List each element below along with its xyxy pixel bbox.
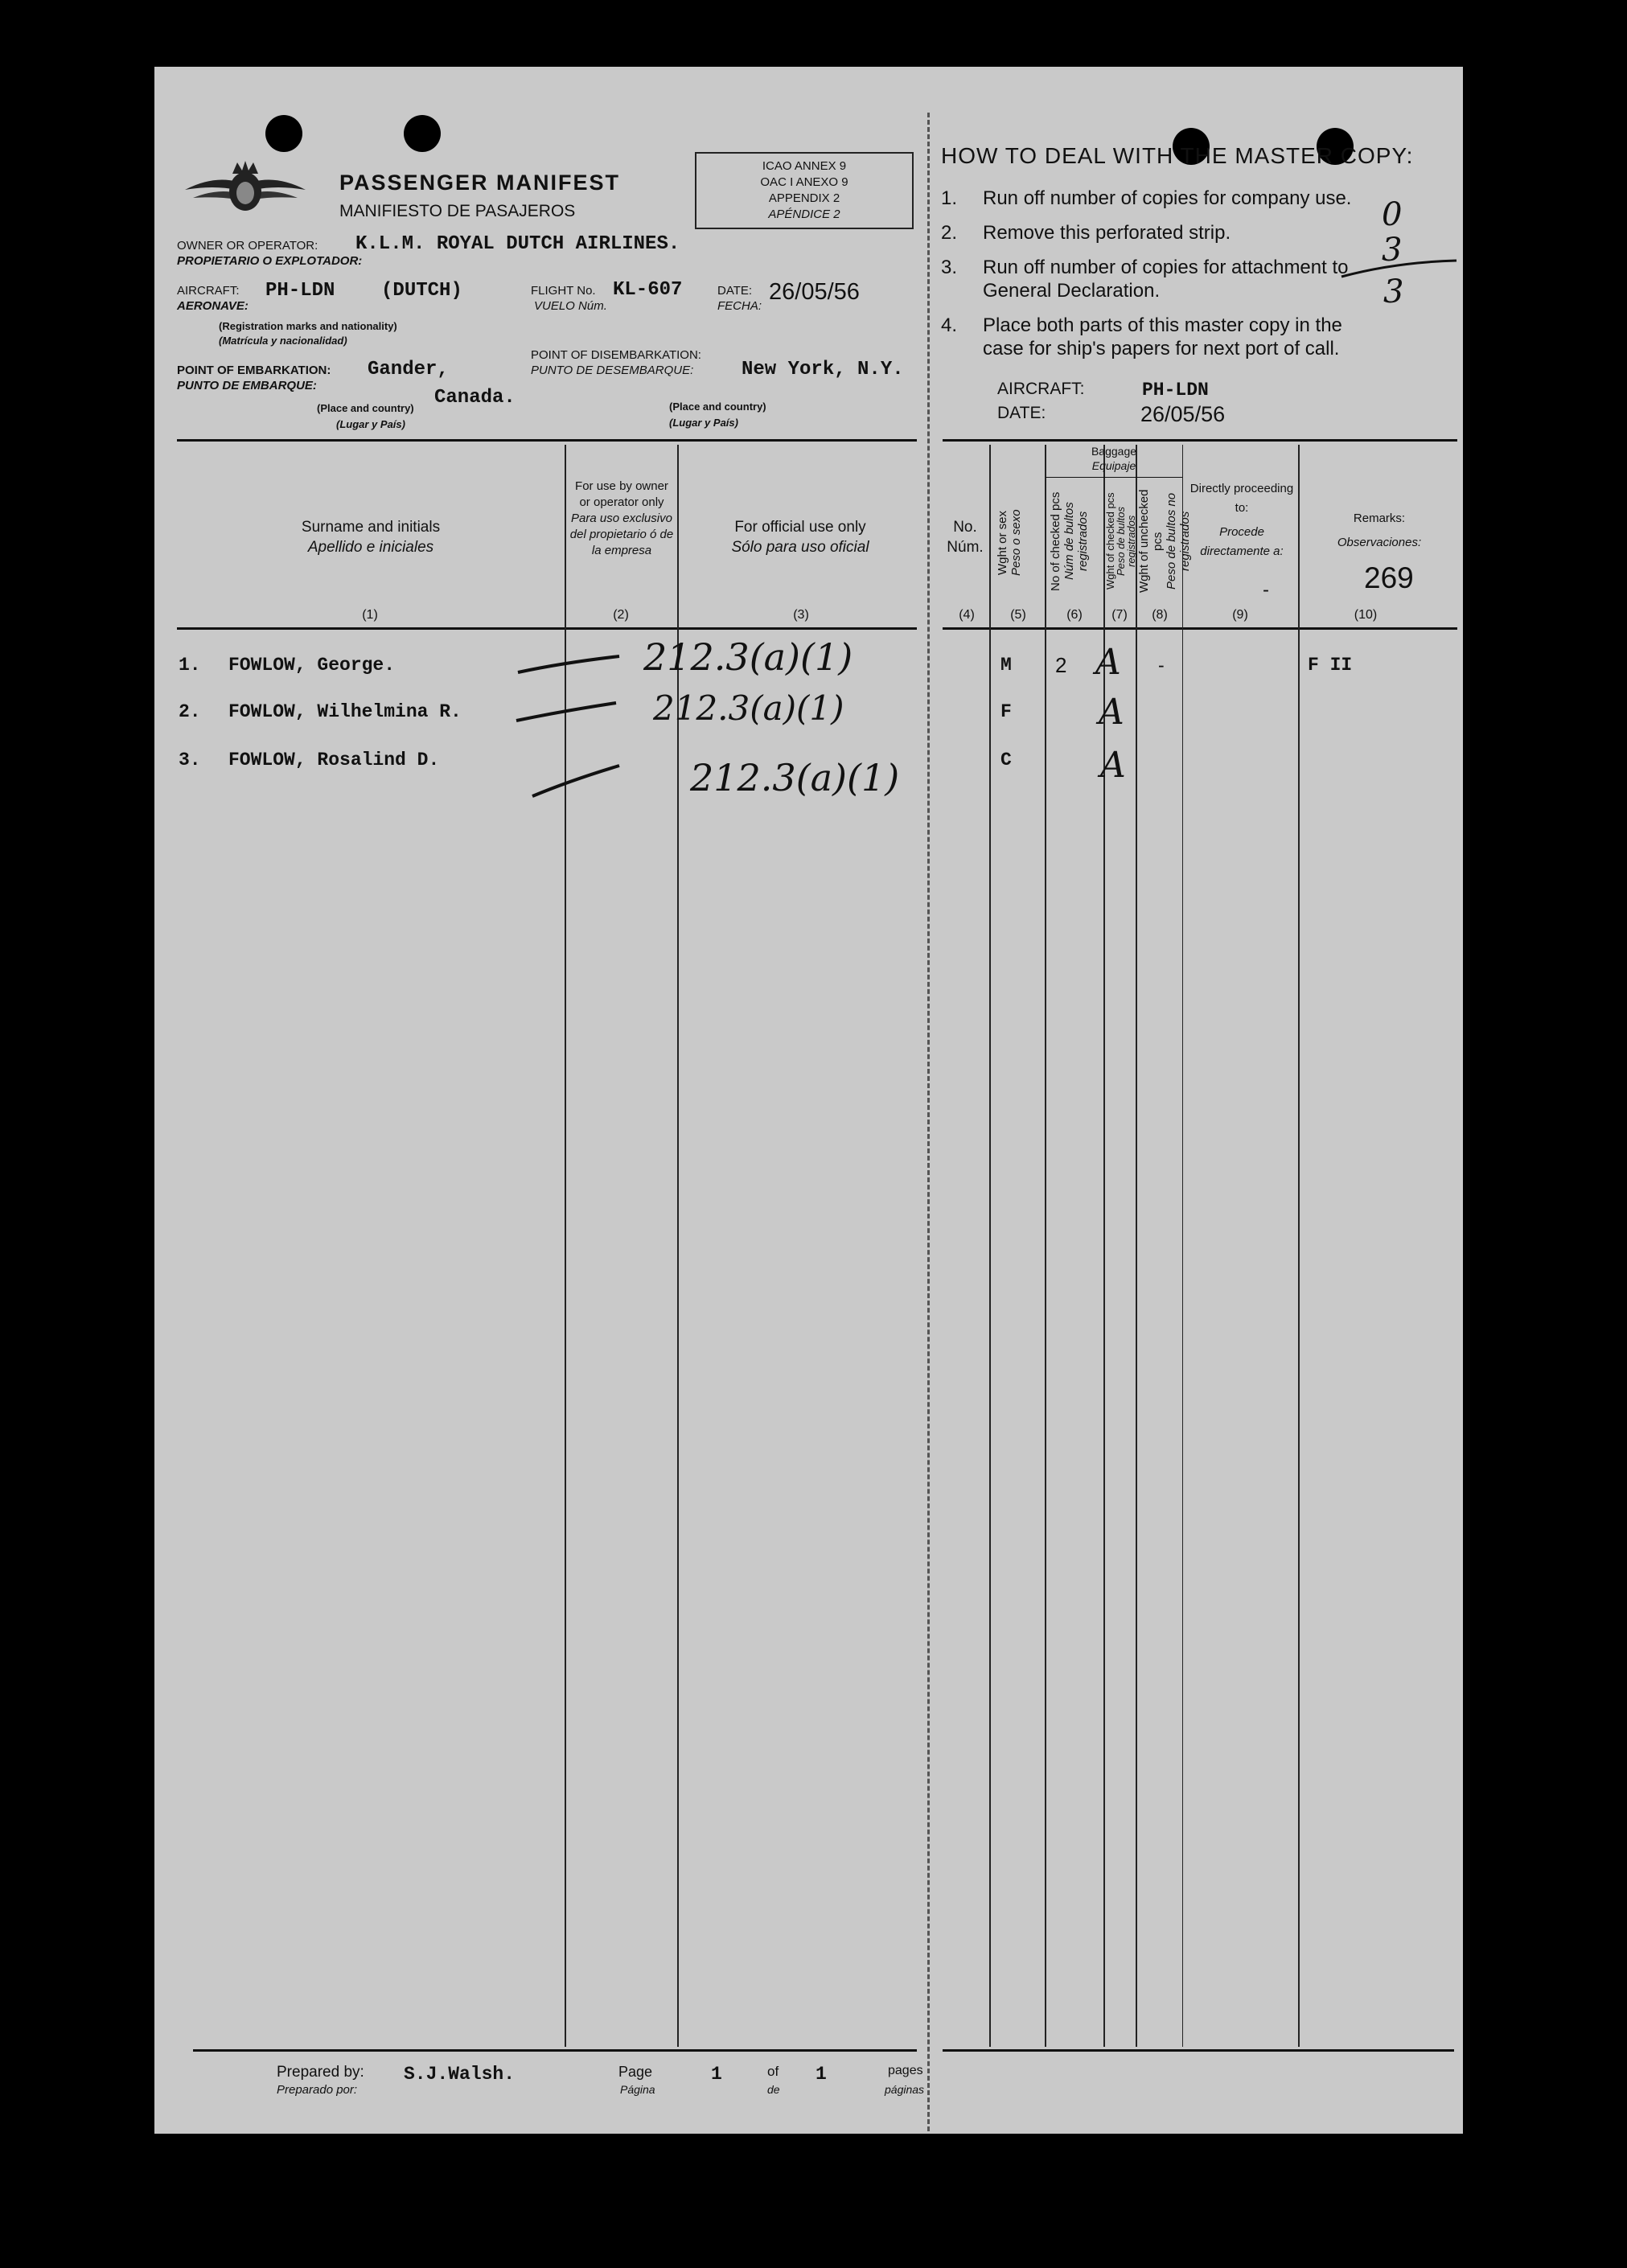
place-note: (Place and country) <box>317 402 414 414</box>
column-divider <box>1136 445 1137 2047</box>
table-top-rule <box>177 439 917 442</box>
column-divider <box>1182 445 1183 2047</box>
handwritten-zero: 0 <box>1382 196 1403 233</box>
date-value: 26/05/56 <box>769 279 860 305</box>
col-number-label: (7) <box>1111 608 1128 622</box>
passenger-name: FOWLOW, Wilhelmina R. <box>228 701 462 722</box>
official-code-handwritten: 212.3(a)(1) <box>643 635 853 679</box>
official-code-handwritten: 212.3(a)(1) <box>653 688 844 728</box>
strip-date-value: 26/05/56 <box>1140 402 1226 426</box>
checked-weight-handwritten: A <box>1100 745 1126 786</box>
owner-label: OWNER OR OPERATOR: <box>177 239 318 253</box>
handwritten-three: 3 <box>1383 273 1404 310</box>
of-label-es: de <box>767 2083 780 2096</box>
instructions-title: HOW TO DEAL WITH THE MASTER COPY: <box>941 143 1414 168</box>
col-remarks-header: Remarks: Observaciones: <box>1337 512 1422 549</box>
checked-pieces: 2 <box>1055 653 1067 677</box>
perforated-strip-line <box>927 113 930 2131</box>
prepared-by-label-es: Preparado por: <box>277 2083 358 2097</box>
icao-line: ICAO ANNEX 9 <box>762 159 847 173</box>
strip-aircraft-label: AIRCRAFT: <box>997 380 1085 398</box>
manifest-title: PASSENGER MANIFEST <box>339 171 621 195</box>
col-number-label: (2) <box>613 608 629 622</box>
col-unchecked-weight-header: Wght of unchecked pcs Peso de bultos no registrados <box>1137 489 1192 594</box>
column-divider <box>1045 445 1046 2047</box>
col-checked-pieces-header: No of checked pcs Núm de bultos registrados <box>1049 491 1090 591</box>
baggage-rule <box>1046 477 1182 478</box>
passenger-sex: F <box>1000 701 1012 722</box>
remarks-stamped-number: 269 <box>1364 561 1414 594</box>
instruction-item: case for ship's papers for next port of call. <box>983 338 1340 360</box>
passenger-sex: M <box>1000 655 1012 676</box>
col-number-label: (6) <box>1066 608 1083 622</box>
col-official-header: For official use only Sólo para uso oficial <box>731 519 869 556</box>
icao-line: APÉNDICE 2 <box>768 207 840 221</box>
owner-value: K.L.M. ROYAL DUTCH AIRLINES. <box>355 233 680 255</box>
col-number-label: (5) <box>1010 608 1026 622</box>
passenger-remarks: F II <box>1308 655 1353 676</box>
disembark-label-es: PUNTO DE DESEMBARQUE: <box>531 364 694 377</box>
embark-label: POINT OF EMBARKATION: <box>177 364 331 377</box>
passenger-number: 3. <box>179 750 201 770</box>
instruction-item: 1. Run off number of copies for company use. <box>941 187 1352 209</box>
handwritten-three: 3 <box>1382 232 1403 269</box>
icao-line: OAC I ANEXO 9 <box>760 175 848 189</box>
col-number-label: (9) <box>1232 608 1248 622</box>
icao-annex-box <box>695 152 914 229</box>
page-number: 1 <box>711 2064 722 2085</box>
table-top-rule <box>943 439 1457 442</box>
instruction-item: 2. Remove this perforated strip. <box>941 222 1231 244</box>
passenger-number: 1. <box>179 655 201 676</box>
column-divider <box>989 445 991 2047</box>
col-operator-header: For use by owner or operator only Para uso exclusivo del propietario ó de la empresa <box>569 479 674 557</box>
disembark-label: POINT OF DISEMBARKATION: <box>531 348 701 362</box>
flight-label: FLIGHT No. <box>531 284 596 298</box>
instruction-item: 4. Place both parts of this master copy in the <box>941 314 1342 336</box>
passenger-name: FOWLOW, Rosalind D. <box>228 750 440 770</box>
passenger-name: FOWLOW, George. <box>228 655 396 676</box>
checked-weight-handwritten: A <box>1095 642 1121 683</box>
instruction-item: 3. Run off number of copies for attachment to <box>941 257 1349 278</box>
flight-label-es: VUELO Núm. <box>534 299 607 313</box>
punch-hole <box>404 115 441 152</box>
prepared-by-value: S.J.Walsh. <box>404 2064 516 2085</box>
footer-rule <box>193 2049 917 2052</box>
place-note-es: (Lugar y País) <box>336 418 405 430</box>
col-weight-sex-header: Wght or sex Peso o sexo <box>996 509 1023 577</box>
footer-rule <box>943 2049 1454 2052</box>
checked-weight-handwritten: A <box>1099 692 1124 733</box>
icao-line: APPENDIX 2 <box>768 191 840 205</box>
total-pages: 1 <box>816 2064 827 2085</box>
col-number-label: (10) <box>1354 608 1378 622</box>
manifest-subtitle: MANIFIESTO DE PASAJEROS <box>339 202 576 220</box>
col-baggage-header: Baggage Equipaje <box>1091 445 1137 472</box>
registration-note-es: (Matrícula y nacionalidad) <box>219 335 347 347</box>
official-code-handwritten: 212.3(a)(1) <box>690 756 900 799</box>
pages-label-es: páginas <box>885 2083 925 2096</box>
page-label: Page <box>618 2064 653 2080</box>
aircraft-value: PH-LDN (DUTCH) <box>265 280 462 302</box>
strip-aircraft-value: PH-LDN <box>1142 380 1209 401</box>
pages-label: pages <box>888 2064 923 2077</box>
flight-value: KL-607 <box>613 279 683 301</box>
date-label: DATE: <box>717 284 753 298</box>
col-number-label: (8) <box>1152 608 1168 622</box>
unchecked-weight: - <box>1158 655 1165 676</box>
embark-value-place: Gander, <box>368 359 449 380</box>
owner-label-es: PROPIETARIO O EXPLOTADOR: <box>177 254 363 268</box>
of-label: of <box>767 2064 779 2079</box>
strip-date-label: DATE: <box>997 404 1046 422</box>
header-bottom-rule <box>943 627 1457 630</box>
place-note-2: (Place and country) <box>669 401 766 413</box>
col-number-label: (1) <box>362 608 378 622</box>
aircraft-label-es: AERONAVE: <box>177 299 249 313</box>
col-destination-header: Directly proceeding to: Procede directamente a: <box>1189 482 1294 558</box>
destination-dash: - <box>1263 579 1269 601</box>
handwritten-strokes-icon <box>515 643 708 804</box>
passenger-number: 2. <box>179 701 201 722</box>
embark-label-es: PUNTO DE EMBARQUE: <box>177 379 317 392</box>
embark-value-country: Canada. <box>434 387 516 409</box>
column-divider <box>1298 445 1300 2047</box>
punch-hole <box>265 115 302 152</box>
instruction-item: General Declaration. <box>983 280 1161 302</box>
col-surname-header: Surname and initials Apellido e iniciales <box>301 519 441 556</box>
col-number-label: (3) <box>793 608 809 622</box>
disembark-value: New York, N.Y. <box>742 359 904 380</box>
col-number-header: No. Núm. <box>947 519 984 556</box>
place-note-2-es: (Lugar y País) <box>669 417 738 429</box>
date-label-es: FECHA: <box>717 299 762 313</box>
col-number-label: (4) <box>959 608 975 622</box>
registration-note: (Registration marks and nationality) <box>219 320 397 332</box>
col-checked-weight-header: Wght of checked pcs Peso de bultos registrados <box>1104 492 1137 590</box>
prepared-by-label: Prepared by: <box>277 2064 364 2081</box>
column-divider <box>1103 445 1105 2047</box>
klm-crown-logo-icon <box>181 159 310 216</box>
passenger-sex: C <box>1000 750 1012 770</box>
aircraft-label: AIRCRAFT: <box>177 284 240 298</box>
header-bottom-rule <box>177 627 917 630</box>
page-label-es: Página <box>620 2083 655 2096</box>
